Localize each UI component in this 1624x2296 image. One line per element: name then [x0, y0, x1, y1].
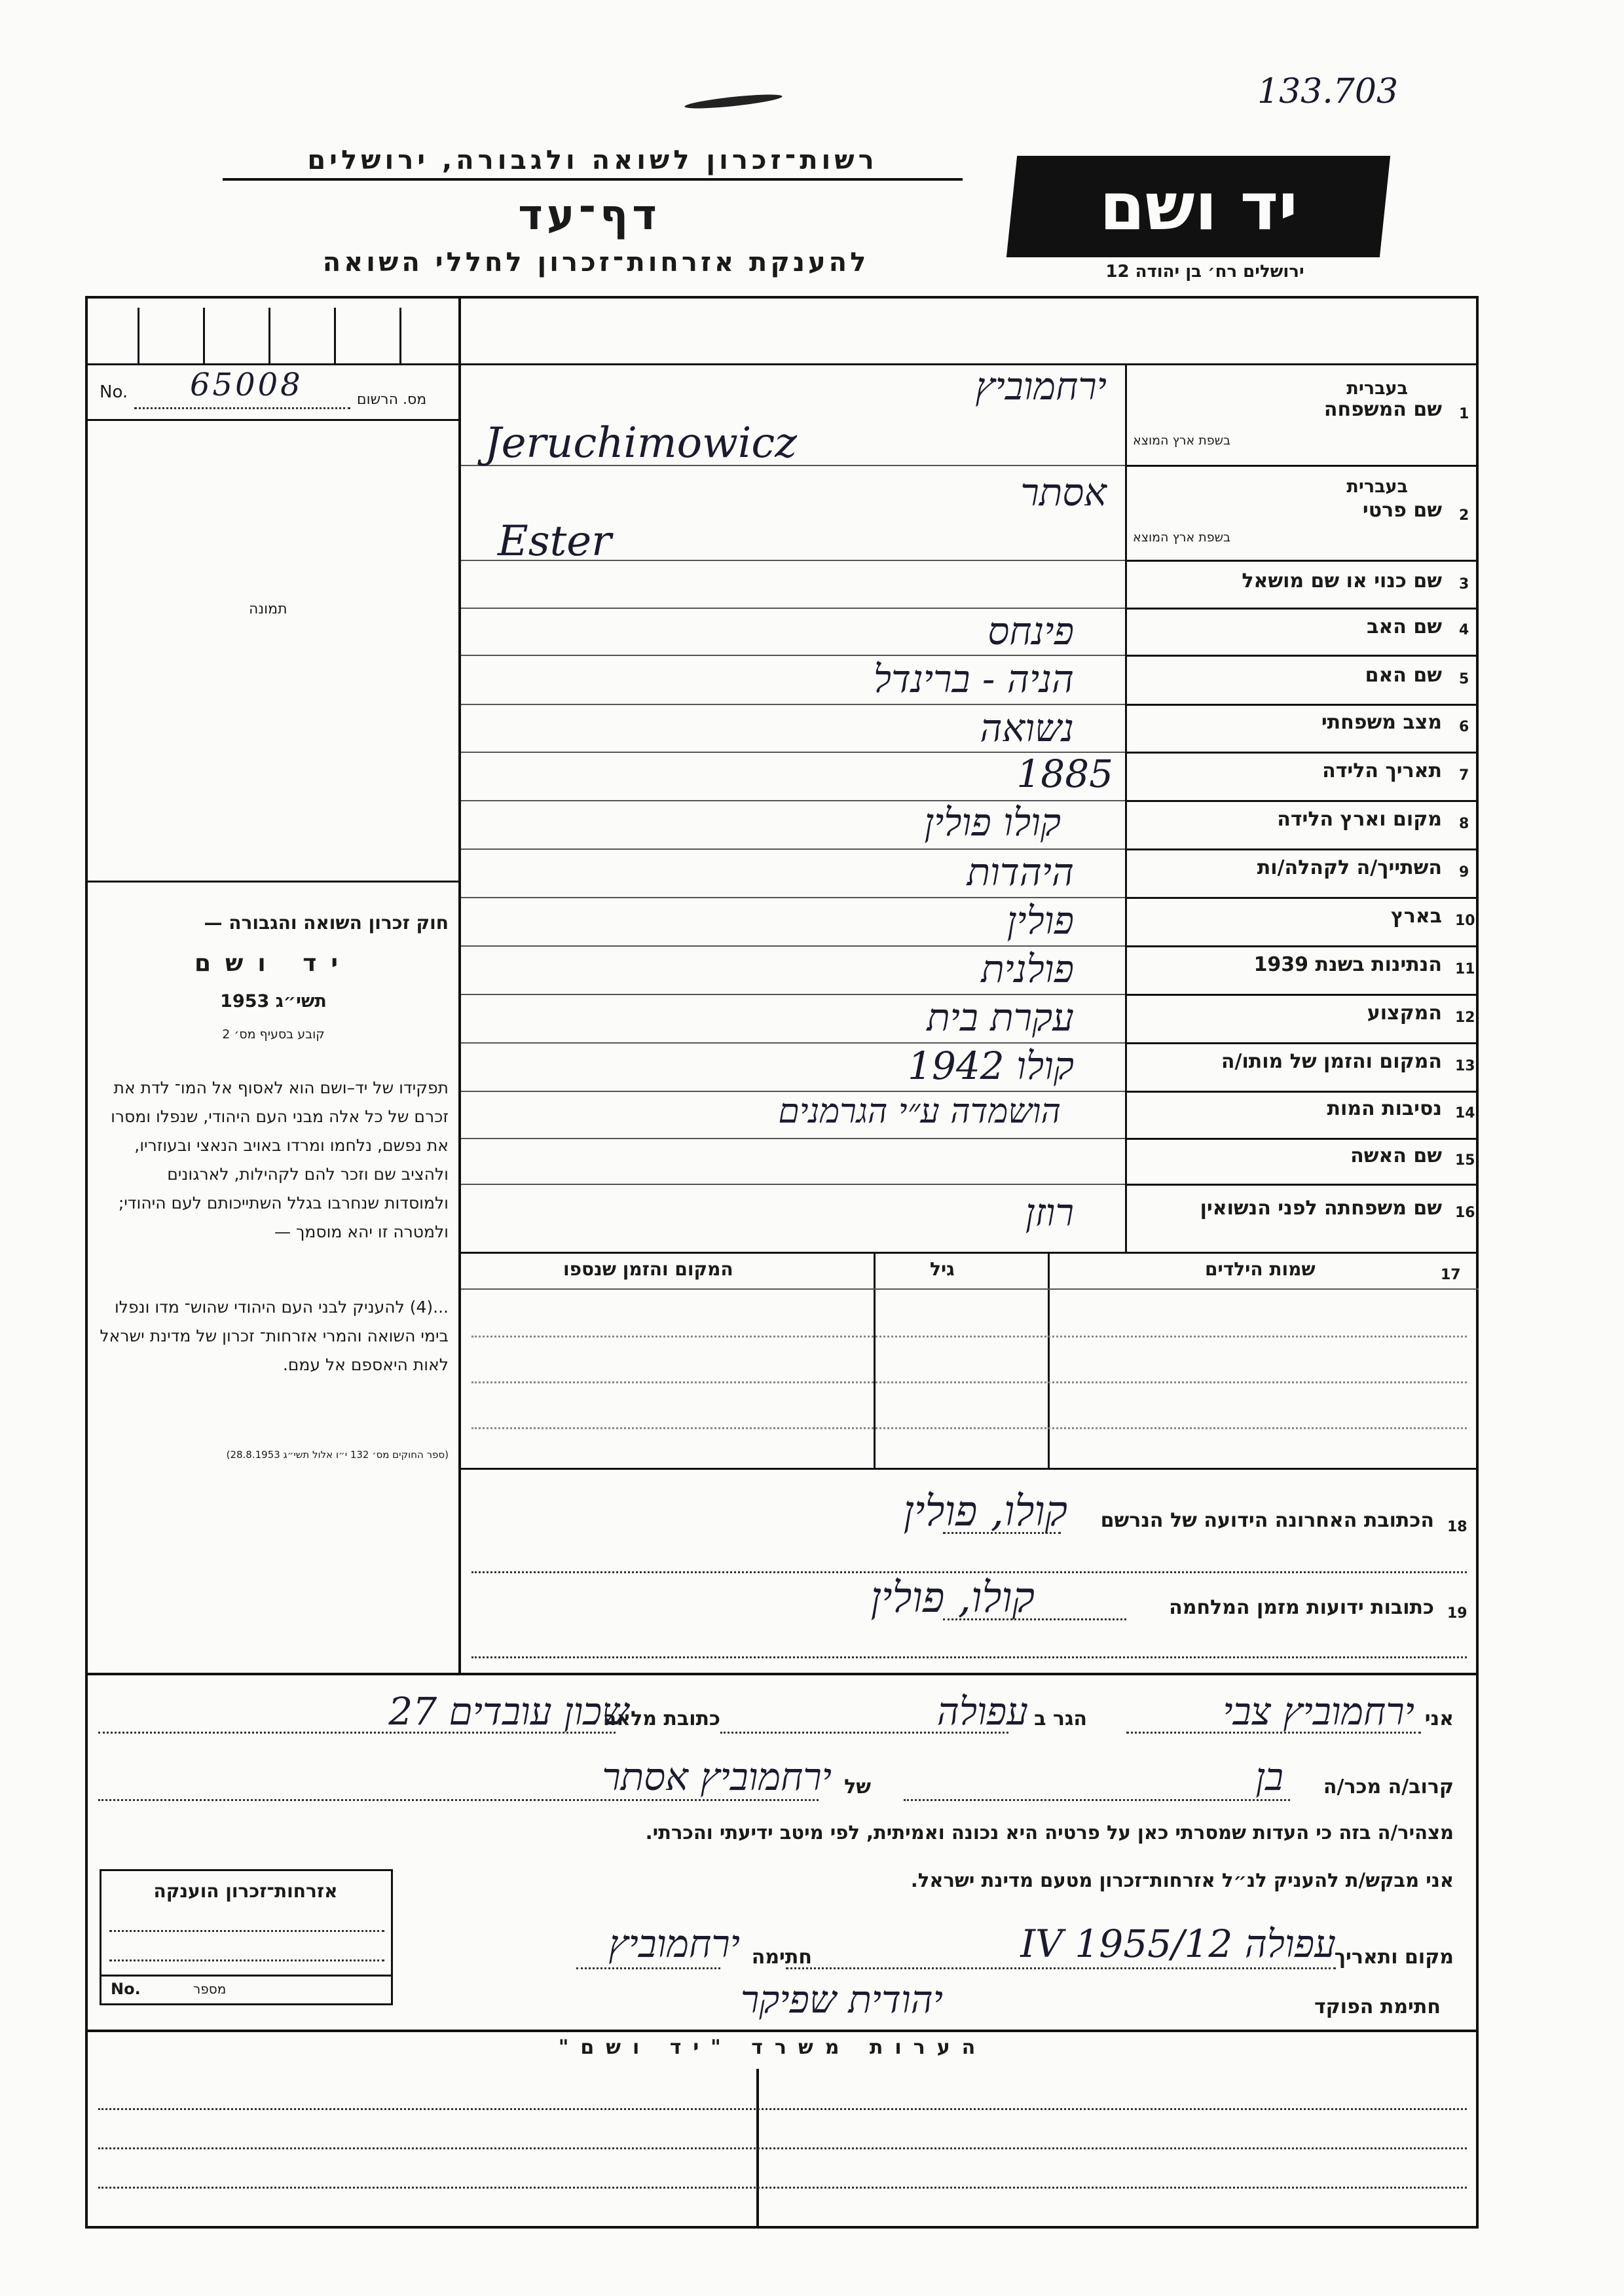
- field-6-value: נשואה: [980, 706, 1074, 750]
- of-value: ירחמוביץ אסתר: [602, 1755, 832, 1799]
- stamp-number-label: מספר: [193, 1981, 227, 1997]
- field-2-label: שם פרטי: [1362, 499, 1442, 522]
- address-label: כתובת מלאה: [602, 1707, 720, 1730]
- field-10-number: 10: [1455, 913, 1475, 929]
- field-15-number: 15: [1455, 1152, 1475, 1169]
- children-col-age: גיל: [930, 1258, 955, 1280]
- field-13-label: המקום והזמן של מותו/ה: [1221, 1050, 1442, 1073]
- law-name: יד ושם: [194, 950, 353, 977]
- field-16-label: שם משפחתה לפני הנשואין: [1200, 1197, 1442, 1220]
- registration-number: 65008: [190, 367, 303, 403]
- field-2-number: 2: [1459, 507, 1469, 524]
- logo-text: יד ושם: [1099, 168, 1298, 245]
- signature-value: ירחמוביץ: [608, 1922, 740, 1966]
- field-11-label: הנתינות בשנת 1939: [1253, 953, 1442, 976]
- signature-label: חתימה: [751, 1946, 812, 1969]
- field-13-value: קולו 1942: [908, 1044, 1074, 1088]
- field-5-value: הניה - ברינדל: [873, 657, 1074, 701]
- field-2-local-label: בשפת ארץ המוצא: [1133, 530, 1231, 545]
- photo-label: תמונה: [249, 601, 287, 617]
- field-16-number: 16: [1455, 1205, 1475, 1221]
- field-7-label: תאריך הלידה: [1322, 759, 1442, 782]
- field-1-hebrew-label: בעברית: [1346, 378, 1408, 399]
- field-18-label: הכתובת האחרונה הידועה של הנרשם: [1100, 1509, 1434, 1532]
- authority-title: רשות־זכרון לשואה ולגבורה, ירושלים: [223, 145, 963, 181]
- ink-smudge: [684, 92, 783, 111]
- stamp-no: No.: [111, 1980, 141, 1998]
- field-1-value-local: Jeruchimowicz: [485, 419, 797, 467]
- children-col-place: המקום והזמן שנספו: [563, 1258, 733, 1280]
- law-year: תשי״ג 1953: [220, 991, 327, 1011]
- declarant-city: עפולה: [936, 1689, 1028, 1734]
- field-10-label: בארץ: [1390, 905, 1442, 928]
- officer-label: חתימת הפוקד: [1314, 1995, 1441, 2018]
- field-18-number: 18: [1447, 1519, 1467, 1535]
- field-8-value: קולו פולין: [924, 800, 1061, 845]
- field-1-number: 1: [1459, 406, 1469, 422]
- page-title: דף־עד: [518, 191, 661, 240]
- stamp-title: אזרחות־זכרון הוענקה: [153, 1880, 338, 1902]
- field-15-label: שם האשה: [1350, 1144, 1442, 1167]
- field-2-value-hebrew: אסתר: [1020, 470, 1107, 515]
- declarant-address: שכון עובדים 27: [388, 1689, 629, 1734]
- field-12-value: עקרת בית: [927, 995, 1074, 1040]
- field-11-value: פולנית: [981, 947, 1074, 991]
- field-13-number: 13: [1455, 1058, 1475, 1074]
- field-4-value: פינחס: [987, 609, 1074, 653]
- field-2-hebrew-label: בעברית: [1346, 477, 1408, 497]
- registration-label: מס. הרשום: [357, 392, 427, 408]
- field-17-number: 17: [1441, 1267, 1461, 1283]
- field-12-number: 12: [1455, 1010, 1475, 1026]
- declarant-name: ירחמוביץ צבי: [1223, 1689, 1414, 1734]
- field-8-number: 8: [1459, 816, 1469, 832]
- field-9-value: היהדות: [967, 850, 1074, 894]
- page-subtitle: להענקת אזרחות־זכרון לחללי השואה: [322, 247, 870, 278]
- field-4-number: 4: [1459, 622, 1469, 638]
- field-1-label: שם המשפחה: [1323, 398, 1442, 421]
- relation-value: בן: [1255, 1755, 1283, 1799]
- yad-vashem-logo: [1006, 156, 1390, 257]
- place-date-value: עפולה 12/IV 1955: [1020, 1922, 1336, 1966]
- law-title: חוק זכרון השואה והגבורה —: [204, 912, 449, 934]
- field-11-number: 11: [1455, 961, 1475, 977]
- field-19-number: 19: [1447, 1605, 1467, 1622]
- field-14-number: 14: [1455, 1105, 1475, 1121]
- field-12-label: המקצוע: [1367, 1002, 1442, 1025]
- field-9-label: השתייך/ה לקהלה/ות: [1257, 856, 1442, 879]
- declaration-request: אני מבקש/ת להעניק לנ״ל אזרחות־זכרון מטעם מדינת ישראל.: [910, 1869, 1454, 1891]
- field-14-value: הושמדה ע״י הגרמנים: [778, 1092, 1061, 1131]
- field-4-label: שם האב: [1367, 615, 1442, 638]
- field-2-value-local: Ester: [498, 517, 612, 566]
- relation-label: קרוב/ה מכר/ה: [1323, 1776, 1454, 1798]
- citizenship-stamp-box: [100, 1869, 393, 2005]
- field-7-value: 1885: [1016, 752, 1113, 796]
- field-19-value: קולו, פולין: [870, 1574, 1035, 1622]
- law-text-1: תפקידו של יד–ושם הוא לאסוף אל המו־ לדת את זכרם של כל אלה מבני העם היהודי, שנפלו ומסרו את נפשם, נלחמו ומרדו באויב הנאצי ובעוזריו, ולהציב שם וזכר להם לקהילות, לארגונים ולמוסדות שנחרבו בגלל השתייכותם לעם היהודי; ולמטרה זו יהא מוסמך —: [111, 1078, 449, 1241]
- registration-prefix: No.: [100, 382, 128, 402]
- field-5-number: 5: [1459, 671, 1469, 687]
- field-18-value: קולו, פולין: [903, 1487, 1067, 1536]
- field-8-label: מקום וארץ הלידה: [1277, 808, 1442, 831]
- field-1-value-hebrew: ירחמוביץ: [975, 364, 1107, 409]
- field-3-label: שם כנוי או שם מושאל: [1242, 570, 1442, 592]
- law-text-2: ...(4) להעניק לבני העם היהודי שהוש־ מדו ונפלו בימי השואה והמרי אזרחות־ זכרון של מדינת ישראל לאות היאספם אל עמם.: [100, 1298, 449, 1374]
- field-3-number: 3: [1459, 576, 1469, 592]
- declaration-statement: מצהיר/ה בזה כי העדות שמסרתי כאן על פרטיה היא נכונה ואמיתית, לפי מיטב ידיעתי והכרתי.: [645, 1821, 1454, 1844]
- archive-number: 133.703: [1257, 72, 1399, 111]
- field-6-label: מצב משפחתי: [1321, 711, 1442, 734]
- field-10-value: פולין: [1006, 898, 1074, 943]
- children-col-names: שמות הילדים: [1205, 1258, 1316, 1280]
- law-reference: (ספר החוקים מס׳ 132 י״ו אלול תשי״ג 28.8.1953): [226, 1449, 449, 1461]
- field-7-number: 7: [1459, 767, 1469, 784]
- field-1-local-label: בשפת ארץ המוצא: [1133, 433, 1231, 448]
- officer-signature: יהודית שפיקר: [740, 1977, 943, 2022]
- resides-label: הגר ב: [1034, 1707, 1087, 1730]
- of-label: של: [844, 1776, 871, 1798]
- field-9-number: 9: [1459, 864, 1469, 881]
- field-19-label: כתובות ידועות מזמן המלחמה: [1169, 1596, 1434, 1619]
- field-6-number: 6: [1459, 719, 1469, 735]
- notes-title: הערות משרד "יד ושם": [558, 2036, 987, 2059]
- law-clause: קובע בסעיף מס׳ 2: [222, 1027, 325, 1042]
- field-5-label: שם האם: [1365, 664, 1442, 687]
- field-16-value: רוזן: [1025, 1190, 1074, 1235]
- place-date-label: מקום ותאריך: [1334, 1946, 1454, 1969]
- header-address: ירושלים רח׳ בן יהודה 12: [1105, 262, 1304, 282]
- declaration-ani: אני: [1424, 1707, 1454, 1730]
- field-14-label: נסיבות המות: [1327, 1097, 1442, 1120]
